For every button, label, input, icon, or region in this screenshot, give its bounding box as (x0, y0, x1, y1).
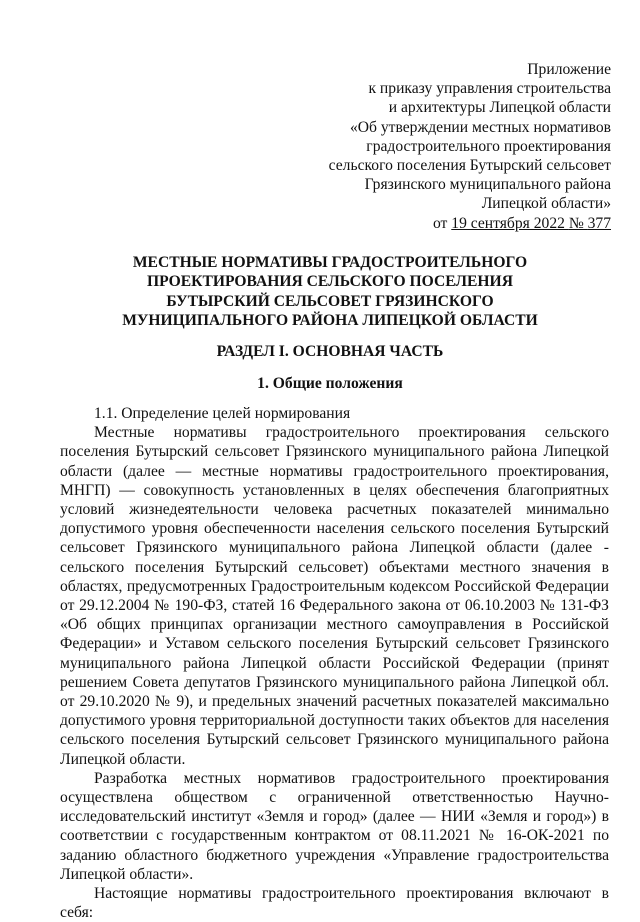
appendix-line: Приложение (527, 61, 611, 78)
appendix-line: и архитектуры Липецкой области (388, 99, 611, 117)
appendix-line: Липецкой области» (481, 195, 611, 213)
title-line: МЕСТНЫЕ НОРМАТИВЫ ГРАДОСТРОИТЕЛЬНОГО (132, 254, 528, 271)
title-line: ПРОЕКТИРОВАНИЯ СЕЛЬСКОГО ПОСЕЛЕНИЯ (147, 273, 513, 291)
subsection-heading: 1. Общие положения (257, 375, 403, 392)
appendix-line: Грязинского муниципального района (364, 176, 611, 194)
order-number: 377 (587, 214, 611, 232)
appendix-line: к приказу управления строительства (368, 80, 611, 98)
appendix-line: градостроительного проектирования (366, 137, 611, 155)
document-title (60, 253, 600, 331)
section-heading: РАЗДЕЛ I. ОСНОВНАЯ ЧАСТЬ (216, 343, 444, 360)
appendix-line: «Об утверждении местных нормативов (349, 118, 611, 136)
title-line: БУТЫРСКИЙ СЕЛЬСОВЕТ ГРЯЗИНСКОГО (166, 292, 494, 310)
number-sign: № (568, 214, 588, 232)
order-date: 19 сентября 2022 (451, 214, 569, 232)
paragraph: Разработка местных нормативов градостроительного проектирования осуществлена обществом с ограниченной ответственностью Научно-исследовательский институт «Земля и город» (далее — НИИ «Земля и город») в соответствии с государственным контрактом от 08.11.2021 № 16-ОК-2021 по заданию областного бюджетного учреждения «Управление градостроительства Липецкой области». (60, 769, 609, 883)
paragraph-subheading: 1.1. Определение целей нормирования (94, 405, 351, 422)
appendix-date-line (281, 214, 611, 233)
document-body (60, 404, 609, 922)
appendix-line: сельского поселения Бутырский сельсовет (328, 157, 611, 175)
date-prefix: от (432, 214, 452, 232)
paragraph: Настоящие нормативы градостроительного проектирования включают в себя: (60, 885, 609, 922)
appendix-header (281, 60, 611, 233)
paragraph: Местные нормативы градостроительного проектирования сельского поселения Бутырский сельсовет Грязинского муниципального района Липецкой области (далее — местные нормативы градостроительного проектирования, МНГП) — совокупность установленных в целях обеспечения благоприятных условий жизнедеятельности человека расчетных показателей минимально допустимого уровня обеспеченности населения сельского поселения Бутырский сельсовет Грязинского муниципального района Липецкой области (далее - сельского поселения Бутырский сельсовет) объектами местного значения в областях, предусмотренных Градостроительным кодексом Российской Федерации от 29.12.2004 № 190-ФЗ, статей 16 Федерального закона от 06.10.2003 № 131-ФЗ «Об общих принципах организации местного самоуправления в Российской Федерации» и Уставом сельского поселения Бутырский сельсовет Грязинского муниципального района Липецкой области Российской Федерации (принят решением Совета депутатов Грязинского муниципального района Липецкой обл. от 29.10.2020 № 9), и предельных значений расчетных показателей максимально допустимого уровня территориальной доступности таких объектов для населения сельского поселения Бутырский сельсовет Грязинского муниципального района Липецкой области. (60, 424, 609, 768)
title-line: МУНИЦИПАЛЬНОГО РАЙОНА ЛИПЕЦКОЙ ОБЛАСТИ (122, 312, 538, 330)
